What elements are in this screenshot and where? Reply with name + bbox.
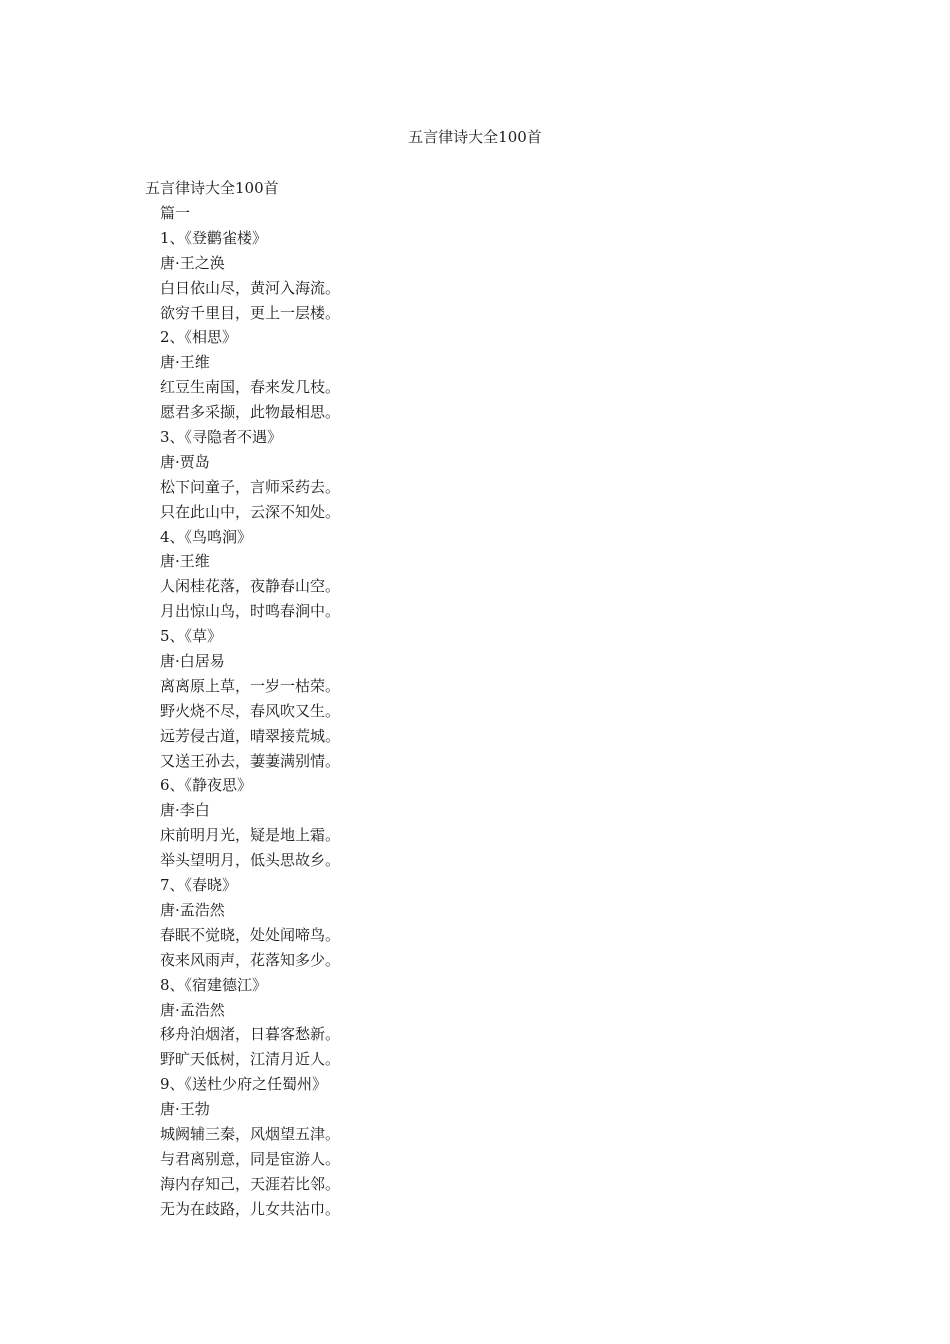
text-line: 唐·李白 (160, 801, 210, 820)
text-line: 又送王孙去，萋萋满别情。 (160, 751, 341, 770)
text-line: 7、《春晓》 (160, 876, 238, 895)
text-line: 愿君多采撷，此物最相思。 (160, 403, 341, 422)
text-line: 唐·王勃 (160, 1100, 210, 1119)
text-line: 唐·白居易 (160, 652, 225, 671)
text-line: 床前明月光，疑是地上霜。 (160, 826, 341, 845)
text-line: 5、《草》 (160, 627, 223, 646)
text-line: 6、《静夜思》 (160, 776, 253, 795)
text-line: 欲穷千里目，更上一层楼。 (160, 303, 341, 322)
text-line: 与君离别意，同是宦游人。 (160, 1149, 341, 1168)
text-line: 9、《送杜少府之任蜀州》 (160, 1075, 328, 1094)
text-line: 8、《宿建德江》 (160, 975, 268, 994)
text-line: 只在此山中，云深不知处。 (160, 502, 341, 521)
text-line: 人闲桂花落，夜静春山空。 (160, 577, 341, 596)
text-line: 3、《寻隐者不遇》 (160, 428, 283, 447)
text-line: 春眠不觉晓，处处闻啼鸟。 (160, 925, 341, 944)
text-line: 唐·孟浩然 (160, 1000, 225, 1019)
text-line: 远芳侵古道，晴翠接荒城。 (160, 726, 341, 745)
text-line: 唐·王之涣 (160, 253, 225, 272)
text-line: 1、《登鹳雀楼》 (160, 228, 268, 247)
text-line: 月出惊山鸟，时鸣春涧中。 (160, 602, 341, 621)
text-line: 4、《鸟鸣涧》 (160, 527, 253, 546)
text-line: 唐·贾岛 (160, 452, 210, 471)
text-line: 白日依山尽，黄河入海流。 (160, 278, 341, 297)
text-line: 篇一 (160, 204, 191, 222)
text-line: 唐·孟浩然 (160, 900, 225, 919)
section-heading: 五言律诗大全100首 (145, 179, 279, 197)
text-line: 野旷天低树，江清月近人。 (160, 1050, 341, 1069)
text-line: 红豆生南国，春来发几枝。 (160, 378, 341, 397)
text-line: 唐·王维 (160, 552, 210, 571)
text-line: 海内存知己，天涯若比邻。 (160, 1174, 341, 1193)
text-line: 松下问童子，言师采药去。 (160, 477, 341, 496)
text-line: 野火烧不尽，春风吹又生。 (160, 701, 341, 720)
document-body (145, 176, 805, 1222)
document-title: 五言律诗大全100首 (408, 128, 542, 146)
text-line: 城阙辅三秦，风烟望五津。 (160, 1124, 341, 1143)
text-line: 离离原上草，一岁一枯荣。 (160, 676, 341, 695)
text-line: 2、《相思》 (160, 328, 238, 347)
text-line: 夜来风雨声，花落知多少。 (160, 950, 341, 969)
text-line: 无为在歧路，儿女共沾巾。 (160, 1199, 341, 1218)
text-line: 移舟泊烟渚，日暮客愁新。 (160, 1025, 341, 1044)
poem-lines (145, 201, 805, 1222)
text-line: 举头望明月，低头思故乡。 (160, 851, 341, 870)
text-line: 唐·王维 (160, 353, 210, 372)
